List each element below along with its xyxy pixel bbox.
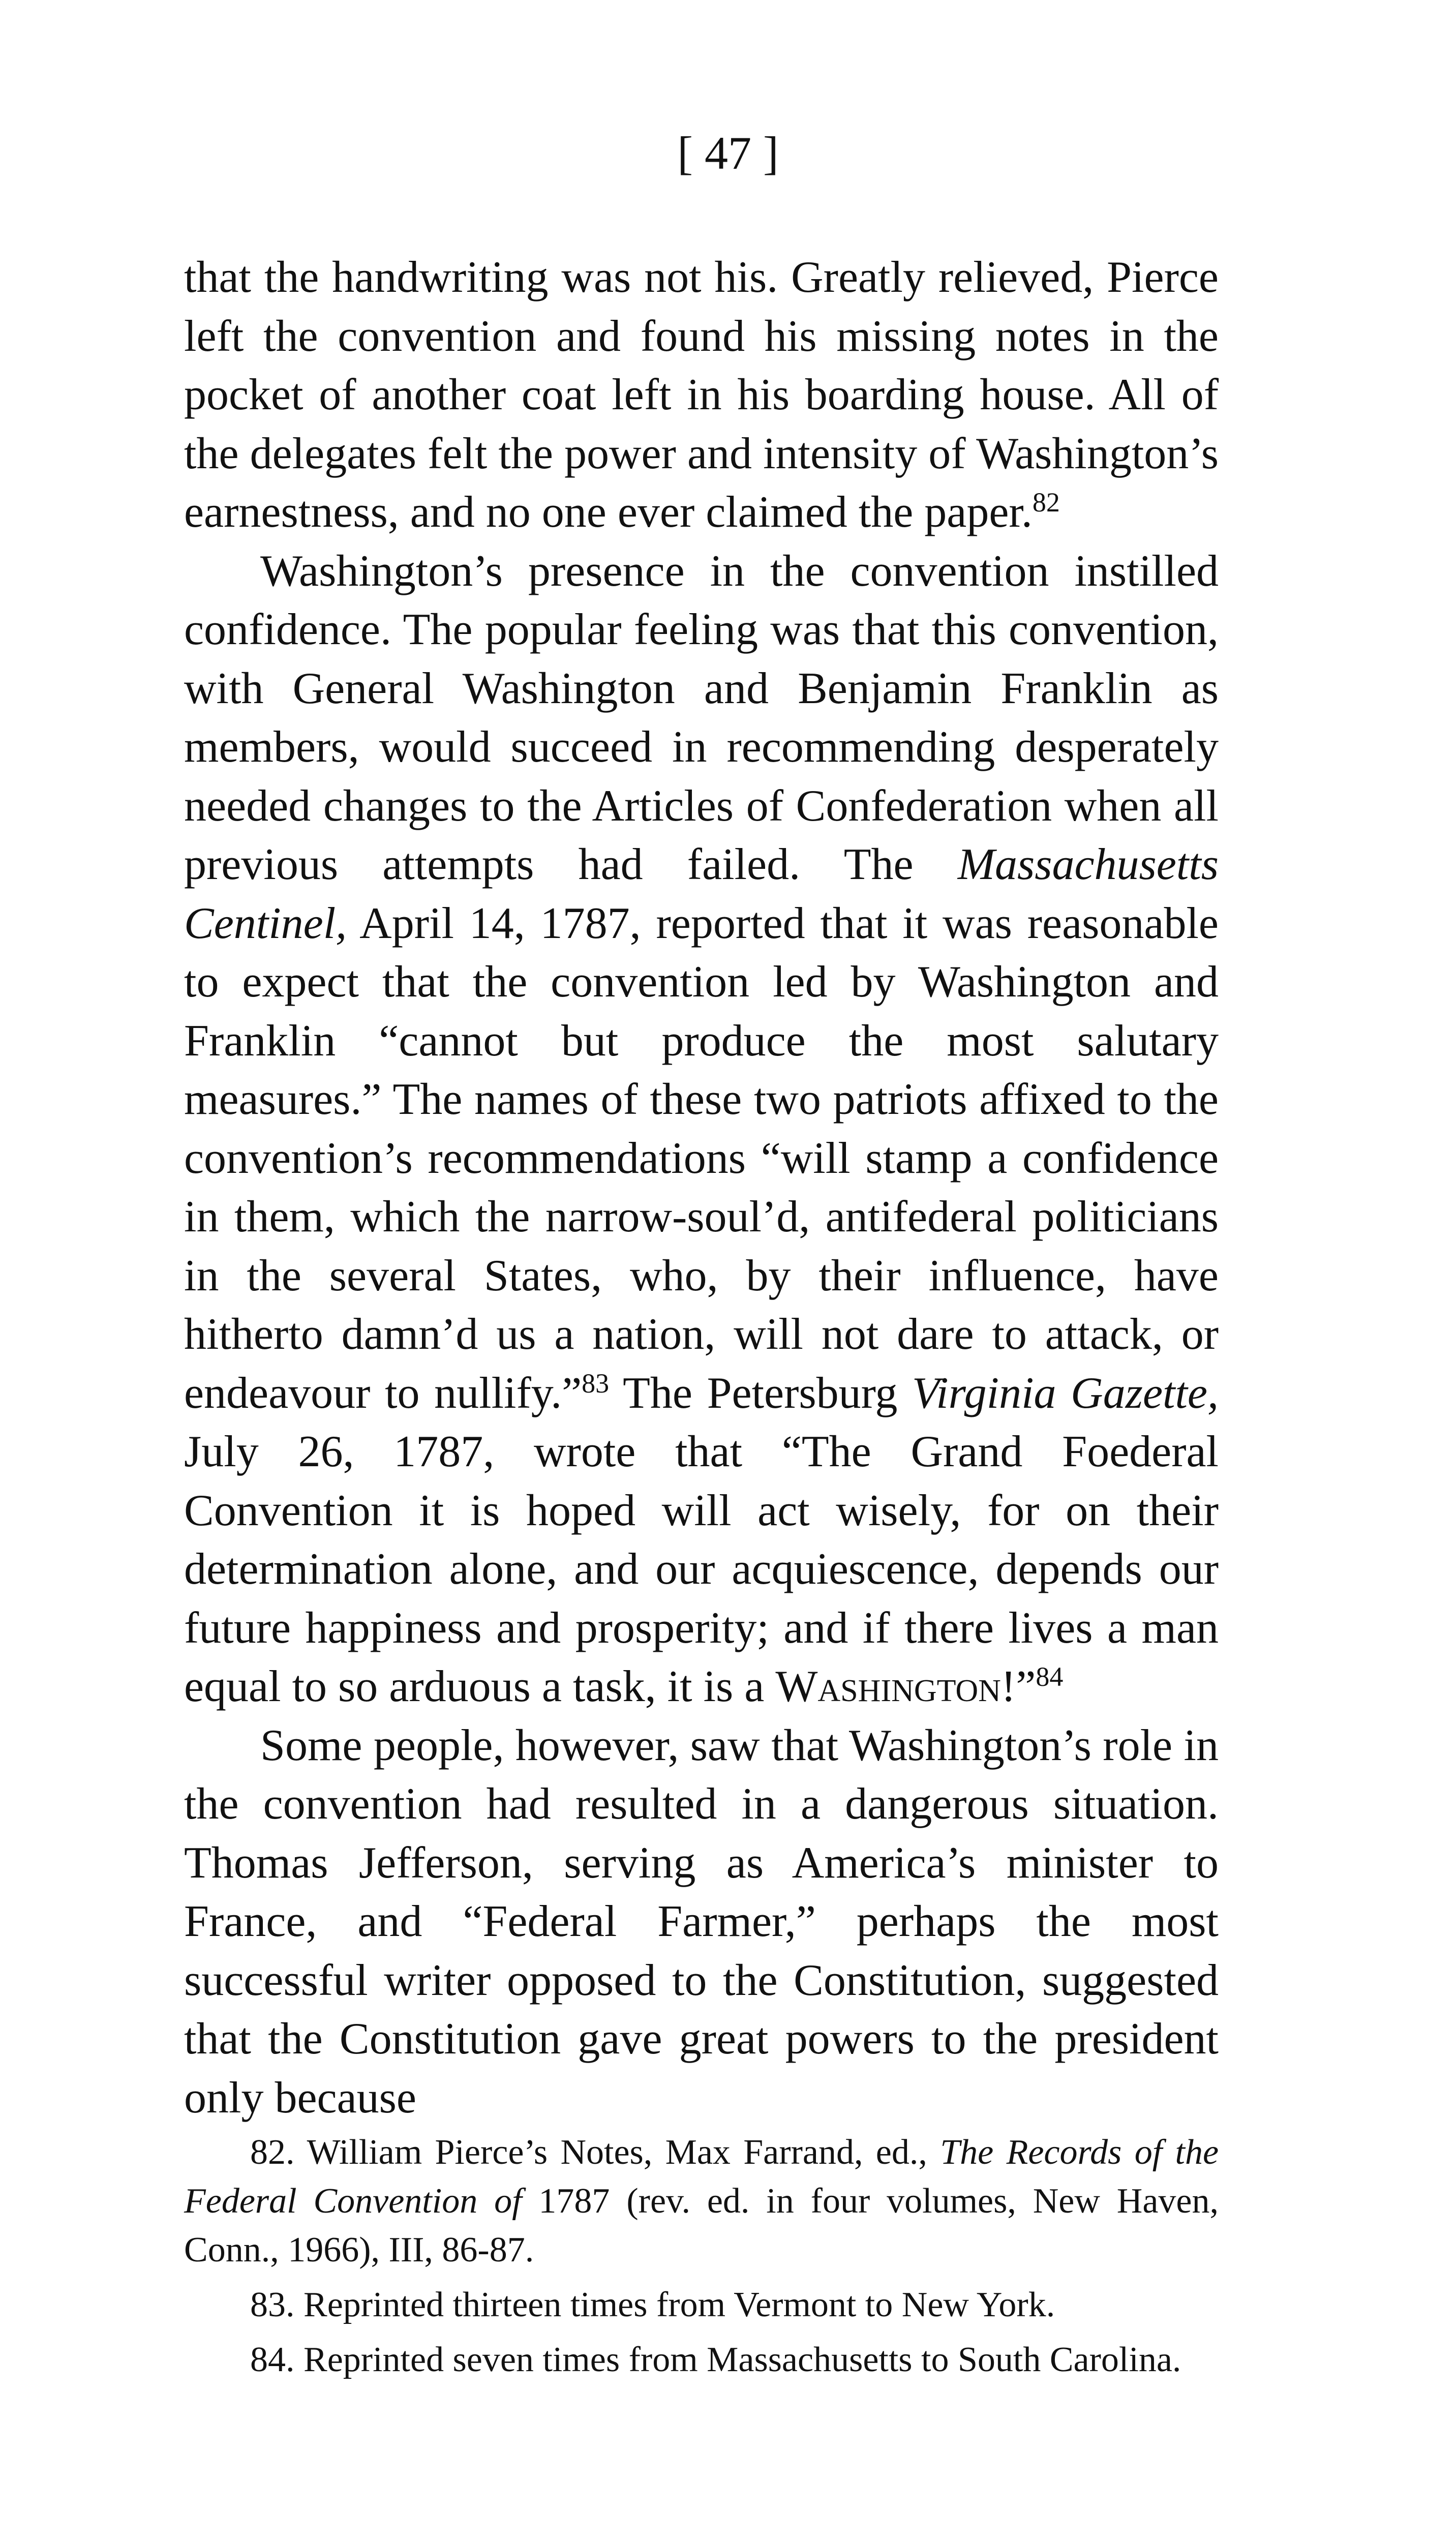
- paragraph-text: Some people, however, saw that Washington’s role in the convention had resulted in a dangerous situation. Thomas Jefferson, serving as America’s minister to France, and “Federal Farmer,” perhaps the most successful writer opposed to the Constitution, suggested that the Constitution gave great powers to the president only because: [184, 1720, 1219, 2123]
- page-number: [ 47 ]: [677, 127, 779, 179]
- footnote-number: 82.: [250, 2133, 295, 2172]
- footnote-reference: 84: [1036, 1661, 1064, 1692]
- paragraph-text: !”: [1000, 1662, 1036, 1711]
- footnotes: [184, 2128, 1219, 2390]
- paragraph-3: [184, 1716, 1219, 2128]
- footnote-84: [184, 2336, 1219, 2384]
- paragraph-text: that the handwriting was not his. Greatly relieved, Pierce left the convention and found his missing notes in the pocket of another coat left in his boarding house. All of the delegates felt the power and intensity of Washington’s earnestness, and no one ever claimed the paper.: [184, 253, 1219, 537]
- footnote-text: William Pierce’s Notes, Max Farrand, ed.,: [294, 2133, 941, 2172]
- newspaper-title: Virginia Gazette,: [912, 1368, 1219, 1418]
- book-title: The Records of the Federal Convention of: [184, 2133, 1219, 2221]
- footnote-reference: 83: [582, 1368, 610, 1399]
- newspaper-title: Massachusetts Centinel,: [184, 840, 1219, 948]
- footnote-83: [184, 2281, 1219, 2329]
- footnote-text: Reprinted seven times from Massachusetts to South Carolina.: [294, 2340, 1181, 2379]
- body-text: [184, 248, 1219, 2127]
- paragraph-text: Washington’s presence in the convention instilled confidence. The popular feeling was that this convention, with General Washington and Benjamin Franklin as members, would succeed in recommending desperately needed changes to the Articles of Confederation when all previous attempts had failed. The: [184, 546, 1219, 889]
- footnote-text: 1787 (rev. ed. in four volumes, New Haven, Conn., 1966), III, 86-87.: [184, 2182, 1219, 2269]
- paragraph-1: [184, 248, 1219, 542]
- footnote-reference: 82: [1032, 487, 1060, 518]
- footnote-number: 84.: [250, 2340, 295, 2379]
- paragraph-text: July 26, 1787, wrote that “The Grand Foederal Convention it is hoped will act wisely, for on their determination alone, and our acquiescence, depends our future happiness and prosperity; and if there lives a man equal to so arduous a task, it is a: [184, 1427, 1219, 1711]
- paragraph-2: [184, 542, 1219, 1716]
- paragraph-text: April 14, 1787, reported that it was reasonable to expect that the convention led by Washington and Franklin “cannot but produce the most salutary measures.” The names of these two patriots affixed to the convention’s recommendations “will stamp a confidence in them, which the narrow-soul’d, antifederal politicians in the several States, who, by their influence, have hitherto damn’d us a nation, will not dare to attack, or endeavour to nullify.”: [184, 898, 1219, 1418]
- footnote-number: 83.: [250, 2285, 295, 2324]
- footnote-text: Reprinted thirteen times from Vermont to New York.: [294, 2285, 1055, 2324]
- smallcaps-name: Washington: [775, 1662, 1001, 1711]
- paragraph-text: The Petersburg: [609, 1368, 912, 1418]
- footnote-82: [184, 2128, 1219, 2275]
